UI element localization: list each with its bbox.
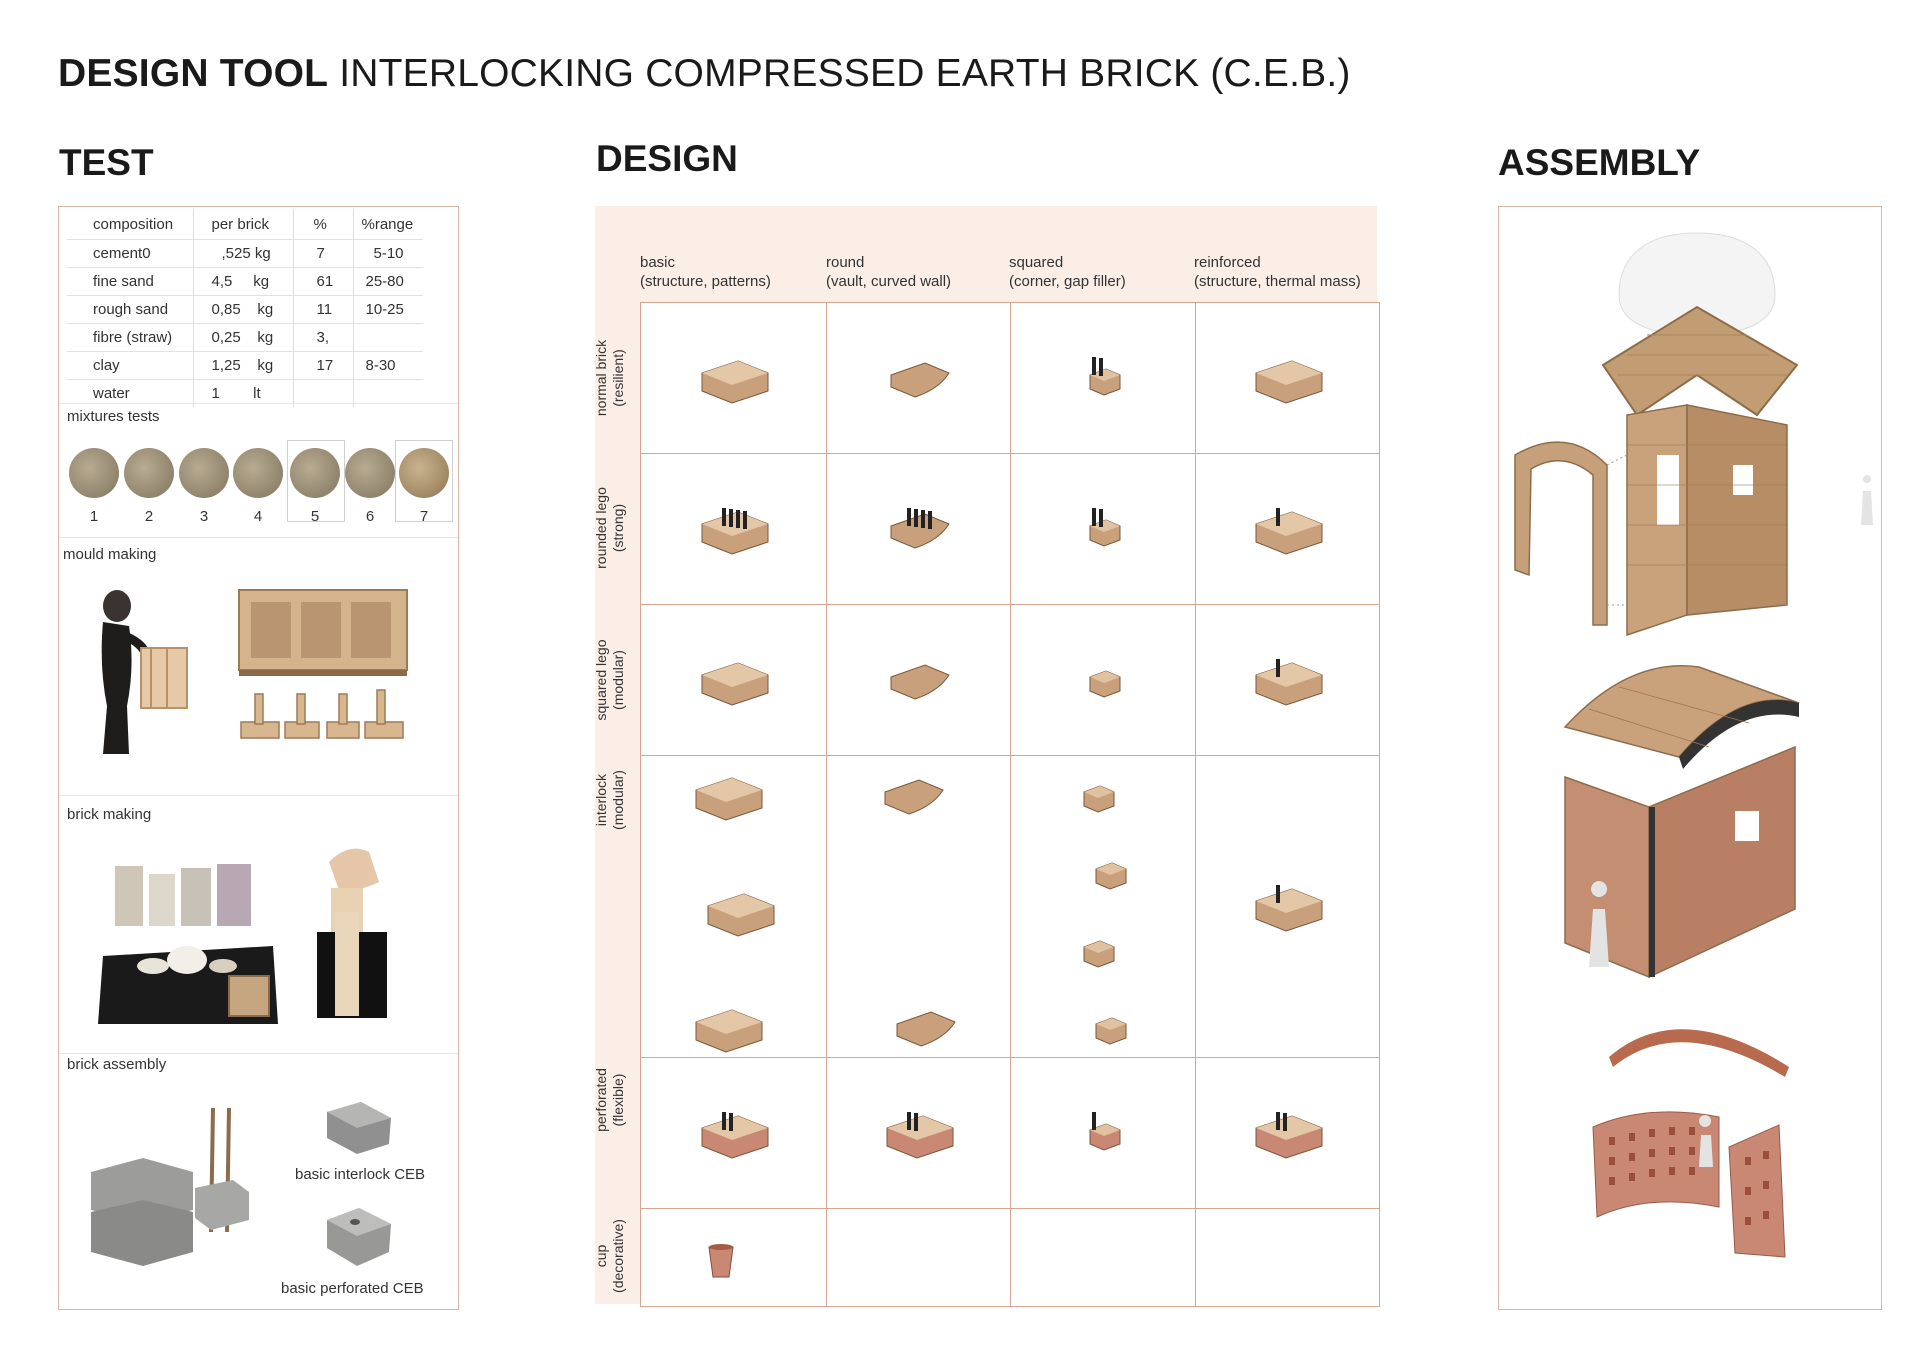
interlock-assembly-photo <box>83 1102 253 1272</box>
brick-icon <box>1058 766 1138 826</box>
table-cell: 4,5 kg <box>193 268 293 296</box>
mixture-number: 6 <box>365 508 375 525</box>
grid-cell <box>826 755 1011 1058</box>
table-cell: 8-30 <box>353 352 423 380</box>
title-bold: DESIGN TOOL <box>58 52 329 95</box>
table-row <box>67 268 423 296</box>
row-header-normal-brick: normal brick (resilient) <box>593 339 626 417</box>
brick-icon <box>1064 349 1144 409</box>
brick-icon <box>694 1104 774 1164</box>
brick-icon <box>688 766 768 826</box>
brick-icon <box>1064 500 1144 560</box>
grid-cell <box>826 453 1011 605</box>
brick-icon <box>1064 1104 1144 1164</box>
table-cell: 1 lt <box>193 380 293 408</box>
brick-icon <box>1058 921 1138 981</box>
column-header-squared: squared (corner, gap filler) <box>1009 254 1126 290</box>
grid-cell <box>640 453 827 605</box>
table-cell: 1,25 kg <box>193 352 293 380</box>
row-header-cup: cup (decorative) <box>593 1219 626 1293</box>
mould-making-label: mould making <box>63 546 157 563</box>
brick-icon <box>1248 349 1328 409</box>
brick-icon <box>885 998 965 1058</box>
mixture-sample <box>233 448 283 498</box>
mixture-number: 3 <box>199 508 209 525</box>
composition-table <box>67 209 423 407</box>
table-row <box>67 240 423 268</box>
title-rest: INTERLOCKING COMPRESSED EARTH BRICK (C.E.B.) <box>328 52 1351 95</box>
table-cell: 5-10 <box>353 240 423 268</box>
grid-cell <box>640 302 827 454</box>
interlock-ceb-caption: basic interlock CEB <box>295 1166 426 1183</box>
perforated-ceb-caption: basic perforated CEB <box>281 1280 424 1297</box>
interlock-ceb-photo <box>321 1098 397 1158</box>
mixture-number: 7 <box>419 508 429 525</box>
brick-icon <box>879 500 959 560</box>
mixture-sample <box>69 448 119 498</box>
table-row <box>67 352 423 380</box>
section-title-test: TEST <box>59 142 154 183</box>
brick-making-section <box>59 795 458 1053</box>
table-cell: 10-25 <box>353 296 423 324</box>
test-panel <box>58 206 459 1310</box>
mixture-sample <box>290 448 340 498</box>
brick-icon <box>1248 500 1328 560</box>
mixtures-section <box>59 403 458 537</box>
row-header-rounded-lego: rounded lego (strong) <box>593 487 626 569</box>
brick-assembly-section <box>59 1053 458 1309</box>
grid-cell <box>826 1208 1011 1307</box>
mould-photo <box>235 586 413 766</box>
brick-icon <box>879 1104 959 1164</box>
table-cell: fine sand <box>67 268 193 296</box>
mixture-number: 5 <box>310 508 320 525</box>
table-header: composition <box>67 209 193 240</box>
table-cell: 0,25 kg <box>193 324 293 352</box>
section-title-design: DESIGN <box>596 138 738 179</box>
table-cell: 7 <box>293 240 353 268</box>
brick-icon <box>879 349 959 409</box>
column-header-basic: basic (structure, patterns) <box>640 254 771 290</box>
mould-making-section <box>59 537 458 795</box>
grid-cell <box>1195 302 1380 454</box>
brick-icon <box>1070 998 1150 1058</box>
perforated-ceb-photo <box>321 1204 397 1270</box>
row-header-squared-lego: squared lego (modular) <box>593 639 626 721</box>
materials-photo <box>93 856 283 1026</box>
table-header-row <box>67 209 423 240</box>
table-cell <box>353 324 423 352</box>
curved-wall-icon <box>1589 1007 1859 1267</box>
brick-icon <box>1248 1104 1328 1164</box>
grid-cell <box>826 302 1011 454</box>
press-photo <box>309 842 399 1022</box>
brick-icon <box>1248 651 1328 711</box>
grid-cell <box>826 1057 1011 1209</box>
grid-cell <box>1010 1208 1196 1307</box>
table-cell: 0,85 kg <box>193 296 293 324</box>
table-header: %range <box>353 209 423 240</box>
brick-icon <box>1070 843 1150 903</box>
column-header-reinforced: reinforced (structure, thermal mass) <box>1194 254 1361 290</box>
brick-icon <box>1248 877 1328 937</box>
grid-cell <box>1195 453 1380 605</box>
table-cell: cement0 <box>67 240 193 268</box>
table-row <box>67 324 423 352</box>
table-cell: rough sand <box>67 296 193 324</box>
grid-cell <box>640 755 827 1058</box>
brick-icon <box>694 651 774 711</box>
grid-cell <box>826 604 1011 756</box>
brick-icon <box>879 651 959 711</box>
table-cell: 11 <box>293 296 353 324</box>
table-cell: fibre (straw) <box>67 324 193 352</box>
person-mould-photo <box>89 586 189 756</box>
mixture-number: 1 <box>89 508 99 525</box>
grid-cell <box>640 1057 827 1209</box>
grid-cell <box>1195 1057 1380 1209</box>
brick-icon <box>694 349 774 409</box>
table-cell: water <box>93 385 130 402</box>
table-cell: 25-80 <box>353 268 423 296</box>
mixture-number: 2 <box>144 508 154 525</box>
grid-cell <box>1010 1057 1196 1209</box>
table-header: per brick <box>193 209 293 240</box>
table-cell: 3, <box>293 324 353 352</box>
mixture-number: 4 <box>253 508 263 525</box>
table-cell: ,525 kg <box>193 240 293 268</box>
table-cell: clay <box>67 352 193 380</box>
grid-cell <box>1195 755 1380 1058</box>
mixture-sample <box>345 448 395 498</box>
page-title <box>58 52 1351 96</box>
brick-assembly-label: brick assembly <box>67 1056 167 1073</box>
brick-icon <box>700 882 780 942</box>
column-header-round: round (vault, curved wall) <box>826 254 952 290</box>
brick-icon <box>694 500 774 560</box>
row-header-interlock: interlock (modular) <box>593 770 626 830</box>
vault-house-icon <box>1559 647 1859 987</box>
grid-cell <box>1195 604 1380 756</box>
grid-cell <box>1195 1208 1380 1307</box>
mixture-sample <box>179 448 229 498</box>
section-title-assembly: ASSEMBLY <box>1498 142 1701 183</box>
brick-icon <box>873 766 953 826</box>
grid-cell <box>640 1208 827 1307</box>
mixtures-label: mixtures tests <box>67 408 160 425</box>
brick-making-label: brick making <box>67 806 152 823</box>
table-header: % <box>293 209 353 240</box>
row-header-perforated: perforated (flexible) <box>593 1068 626 1132</box>
mixture-sample <box>124 448 174 498</box>
cup-icon <box>701 1239 741 1283</box>
grid-cell <box>1010 302 1196 454</box>
grid-cell <box>640 604 827 756</box>
assembly-panel <box>1498 206 1882 1310</box>
table-cell: 17 <box>293 352 353 380</box>
table-row <box>67 296 423 324</box>
dome-house-icon <box>1507 225 1879 645</box>
brick-icon <box>688 998 768 1058</box>
grid-cell <box>1010 453 1196 605</box>
grid-cell <box>1010 755 1196 1058</box>
grid-cell <box>1010 604 1196 756</box>
brick-icon <box>1064 651 1144 711</box>
table-cell: 61 <box>293 268 353 296</box>
mixture-sample <box>399 448 449 498</box>
